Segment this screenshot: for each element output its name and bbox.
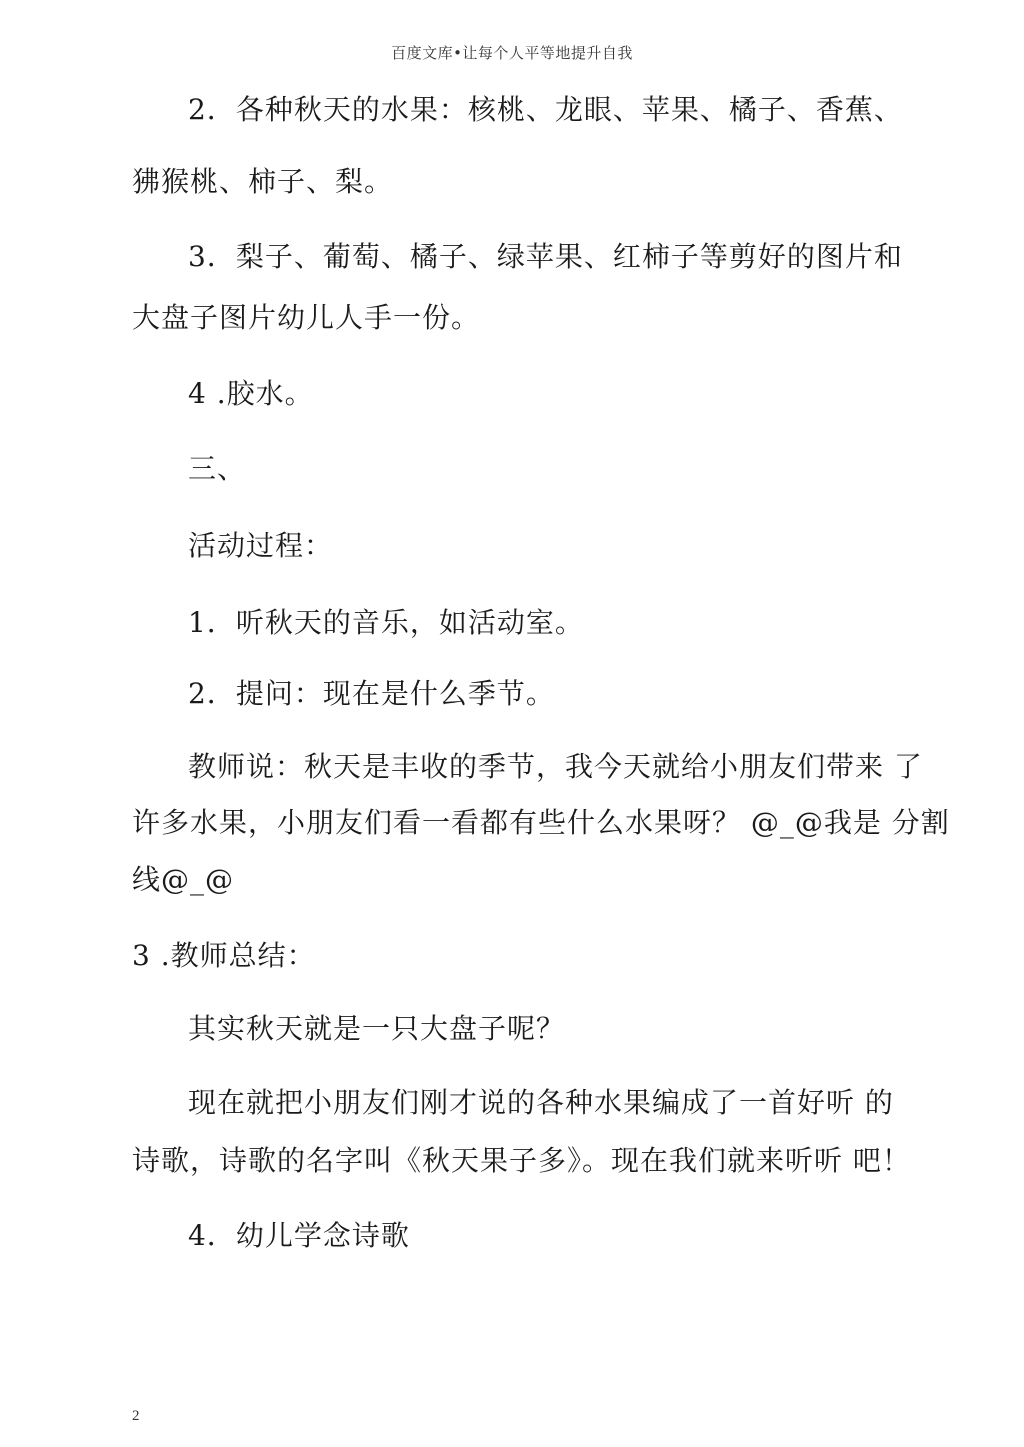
text-line: 现在就把小朋友们刚才说的各种水果编成了一首好听 的 (188, 1086, 894, 1119)
text-line: 1．听秋天的音乐，如活动室。 (188, 606, 584, 639)
text-line: 2．提问：现在是什么季节。 (188, 677, 555, 710)
text-line: 2．各种秋天的水果：核桃、龙眼、苹果、橘子、香蕉、 (188, 93, 903, 126)
section-heading: 三、 (188, 452, 247, 485)
text-line: 教师说：秋天是丰收的季节，我今天就给小朋友们带来 了 (188, 750, 923, 783)
text-line: 4．幼儿学念诗歌 (188, 1219, 410, 1252)
text-line: 许多水果，小朋友们看一看都有些什么水果呀？ @_@我是 分割 (132, 806, 950, 839)
page-number: 2 (132, 1408, 140, 1424)
page-header: 百度文库•让每个人平等地提升自我 (391, 44, 633, 62)
text-line: 诗歌，诗歌的名字叫《秋天果子多》。现在我们就来听听 吧！ (132, 1144, 911, 1177)
text-line: 3 .教师总结： (132, 939, 316, 972)
section-heading: 活动过程： (188, 529, 334, 562)
text-line: 其实秋天就是一只大盘子呢？ (188, 1012, 566, 1045)
text-line: 大盘子图片幼儿人手一份。 (132, 301, 481, 334)
text-line: 4 .胶水。 (188, 377, 314, 410)
text-line: 线@_@ (132, 863, 235, 896)
text-line: 狒猴桃、柿子、梨。 (132, 165, 394, 198)
text-line: 3．梨子、葡萄、橘子、绿苹果、红柿子等剪好的图片和 (188, 240, 903, 273)
